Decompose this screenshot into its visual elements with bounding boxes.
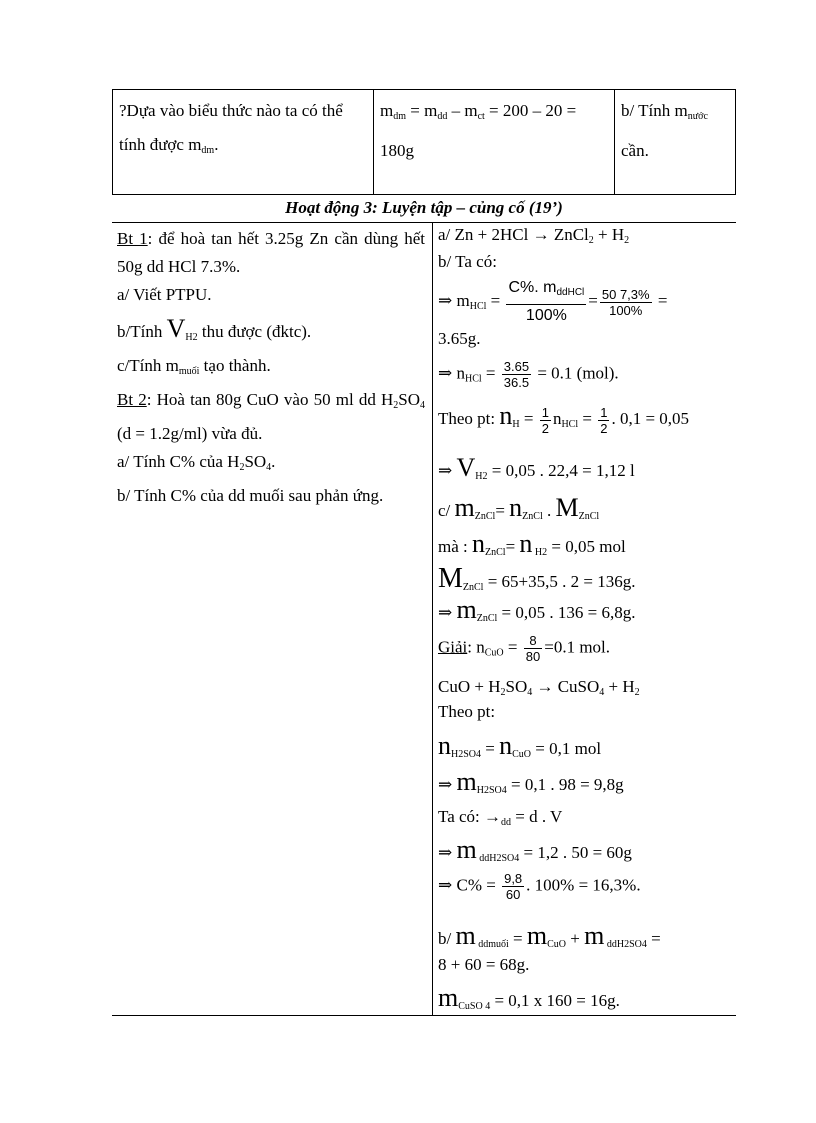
text: . 100% = 16,3%. [526,875,641,895]
denominator: 100% [609,302,643,318]
numerator: 9,8 [504,871,523,886]
solution-line: b/ Ta có: [438,252,497,271]
text: = d . V [511,807,563,826]
text: = 0,05 . 136 = 6,8g. [497,603,636,622]
text: ⇒ [438,775,457,794]
solution-line [438,871,641,902]
var-n: n [509,493,523,522]
denominator: 2 [541,420,549,436]
exercise-1a: a/ Viết PTPU. [117,285,212,304]
text: = [486,290,505,310]
subscript: 4 [266,462,272,473]
exercise-2 [117,386,425,448]
var-v: V [456,453,476,482]
subscript: ddH2SO4 [476,853,520,864]
text: : n [467,637,485,657]
text: = [503,637,522,657]
formula-text: – m [447,101,478,120]
solution-line: 3.65g. [438,329,481,348]
text: = [653,290,668,310]
numerator: 8 [524,633,542,649]
text: + H [593,225,625,244]
divider [112,222,736,223]
exercise-2a [117,448,425,482]
table-row [113,90,736,195]
numerator: 3.65 [503,359,530,374]
solution-line [438,731,601,761]
text: SO [398,390,421,409]
solution-line: ⇒ $m_{HCl}$ = $\frac{C\%. m_{ddHCl}}{100\%}$ = $\frac{50 7,3\%}{100\%}$ = [438,277,667,327]
solution-line: Theo pt: $n_H$ = $\frac{1}{2}$ $n_{HCl}$ = $\frac{1}{2}$ . 0,1 = 0,05 [438,401,690,436]
subscript: 4 [599,687,605,698]
subscript: 2 [500,687,506,698]
subscript: CuSO 4 [458,1001,491,1012]
text: tạo thành. [199,356,271,375]
text: : Hoà tan 80g CuO vào 50 ml dd H [146,390,394,409]
text: a/ Tính C% của H [117,452,240,471]
subscript: H2SO4 [476,785,507,796]
text: = [505,537,520,556]
solution-line [438,807,562,828]
subscript: ZnCl [474,511,496,522]
exercise-label: Bt 1 [117,229,148,248]
text: = [495,501,510,520]
punctuation: . [214,135,219,154]
subscript: 2 [624,235,630,246]
text: = 0,1 x 160 = 16g. [490,991,620,1010]
fraction [506,277,586,327]
fraction [502,871,524,902]
var-n: n [499,401,513,430]
solution-line: 8 + 60 = 68g. [438,955,530,974]
denominator: 2 [600,420,608,436]
denominator: 100% [525,307,567,324]
var-m: m [455,921,476,950]
subscript: ZnCl [485,547,506,558]
exercise-label: Bt 2 [117,390,147,409]
subscript: ddH2SO4 [604,939,647,950]
subscript: H2SO4 [451,749,482,760]
var-m: m [526,921,548,950]
question-cell [113,90,374,195]
text: Ta có: → [438,807,502,826]
denominator: 36.5 [503,375,530,390]
subscript: nước [687,111,708,122]
subscript: ct [477,111,485,122]
exercise-2b: b/ Tính C% của dd muối sau phản ứng. [117,486,384,505]
text: = 65+35,5 . 2 = 136g. [483,572,636,591]
subscript: 4 [527,687,533,698]
exercise-column [117,225,425,510]
subscript: CuO [512,749,532,760]
solution-line: ⇒ $n_{HCl}$ = $\frac{3.65}{36.5}$ = 0.1 (mol). [438,359,619,390]
formula-text: = m [406,101,438,120]
subscript: H [512,419,520,430]
solution-line: Theo pt: [438,702,496,721]
text: + H [604,677,635,696]
subscript: 2 [239,462,245,473]
text: mà : [438,537,472,556]
text: CuO + H [438,677,501,696]
subscript: muối [178,366,200,377]
question-text: ?Dựa vào biểu thức nào ta có thể tính được m [119,101,343,154]
var-n: n [438,731,451,760]
text: =0.1 mol. [544,637,611,657]
text: + [566,929,585,948]
var-n: n [499,731,513,760]
subscript: CuO [547,939,567,950]
solution-line [438,563,635,595]
text: SO [505,677,528,696]
text: = 0,05 mol [547,537,626,556]
var-m: m [438,983,459,1012]
exercise-1 [117,225,425,281]
text: . [271,452,276,471]
content-text: cần. [621,141,649,160]
text: ⇒ [438,603,457,622]
text: ⇒ [438,843,457,862]
subscript: dd [437,111,448,122]
subscript: 2 [588,235,594,246]
text: ⇒ m [438,290,470,310]
fraction [502,359,531,390]
exercise-1b [117,315,425,352]
subscript: H2 [532,547,548,558]
text: = [481,739,500,758]
fraction [600,287,652,318]
solution-label: Giải [438,637,468,657]
solution-line [438,835,632,865]
text: = 0.1 (mol). [533,363,619,383]
subscript: dd [501,817,512,828]
text: → CuSO [532,677,600,696]
text: C%. m [508,279,557,296]
denominator: 80 [525,649,541,664]
answer-cell [374,90,615,195]
var-M: M [438,563,463,594]
numerator: 50 7,3% [601,286,650,302]
solution-line [438,921,661,951]
text: = 1,2 . 50 = 60g [519,843,632,862]
text: b/Tính [117,322,167,341]
subscript: ZnCl [522,511,543,522]
solution-line [438,493,599,523]
var-v: V [166,314,186,343]
content-text: b/ Tính m [621,101,688,120]
text: SO [244,452,267,471]
subscript: dm [393,111,407,122]
solution-line [438,633,610,664]
text: thu được (đktc). [197,322,312,341]
fraction [524,633,542,664]
formula-text: m [380,101,394,120]
formula-result: = 200 – 20 = 180g [380,101,577,160]
solution-line [438,595,635,625]
section-title: Hoạt động 3: Luyện tập – củng cố (19’) [285,198,563,217]
numerator: 1 [600,404,608,420]
numerator: 1 [541,404,549,420]
content-cell [615,90,736,195]
text: . [542,501,556,520]
subscript: dm [201,145,215,156]
subscript: CuO [484,647,504,659]
text: c/ [438,501,455,520]
subscript: ZnCl [476,613,498,624]
text: c/Tính m [117,356,179,375]
fraction [598,405,609,436]
text: n [552,409,562,428]
table-bottom-border [112,1015,736,1016]
text: . 0,1 = 0,05 [611,409,690,428]
column-divider [432,223,433,1015]
numerator [506,277,586,305]
var-m: m [584,921,605,950]
text: b/ [438,929,456,948]
fraction [540,405,551,436]
var-m: m [456,595,477,624]
exercise-1c [117,352,425,386]
solution-line [438,225,629,246]
subscript: HCl [561,419,579,430]
solution-line [438,983,620,1013]
subscript: ddHCl [556,287,585,298]
text: = 0,1 . 98 = 9,8g [506,775,624,794]
var-m: m [456,767,477,796]
subscript: ZnCl [578,511,600,522]
var-n: n [472,529,485,558]
text: a/ Zn + 2HCl → ZnCl [438,225,589,244]
text: ⇒ n [438,363,465,383]
solution-line [438,677,640,698]
text: (d = 1.2g/ml) vừa đủ. [117,424,263,443]
exercise-text: : để hoà tan hết 3.25g Zn cần dùng hết 50g dd HCl 7.3%. [117,229,425,276]
subscript: HCl [469,300,487,312]
subscript: H2 [475,471,488,482]
subscript: ddmuối [475,939,509,950]
denominator: 60 [505,887,521,902]
var-M: M [555,493,579,522]
subscript: 2 [393,400,399,411]
text: = 0,1 mol [531,739,602,758]
var-m: m [456,835,477,864]
text: = 0,05 . 22,4 = 1,12 l [487,461,635,480]
subscript: 4 [420,400,426,411]
text: = [508,929,527,948]
solution-line [438,767,624,797]
text: Theo pt: [438,409,500,428]
text: ⇒ [438,461,457,480]
top-table [112,89,736,195]
var-n: n [519,529,533,558]
text: = [646,929,661,948]
subscript: ZnCl [462,582,484,593]
subscript: HCl [465,373,482,385]
text: ⇒ C% = [438,875,501,895]
solution-line [438,453,635,483]
var-m: m [454,493,475,522]
subscript: 2 [634,687,640,698]
solution-line [438,529,626,559]
subscript: H2 [185,332,198,343]
